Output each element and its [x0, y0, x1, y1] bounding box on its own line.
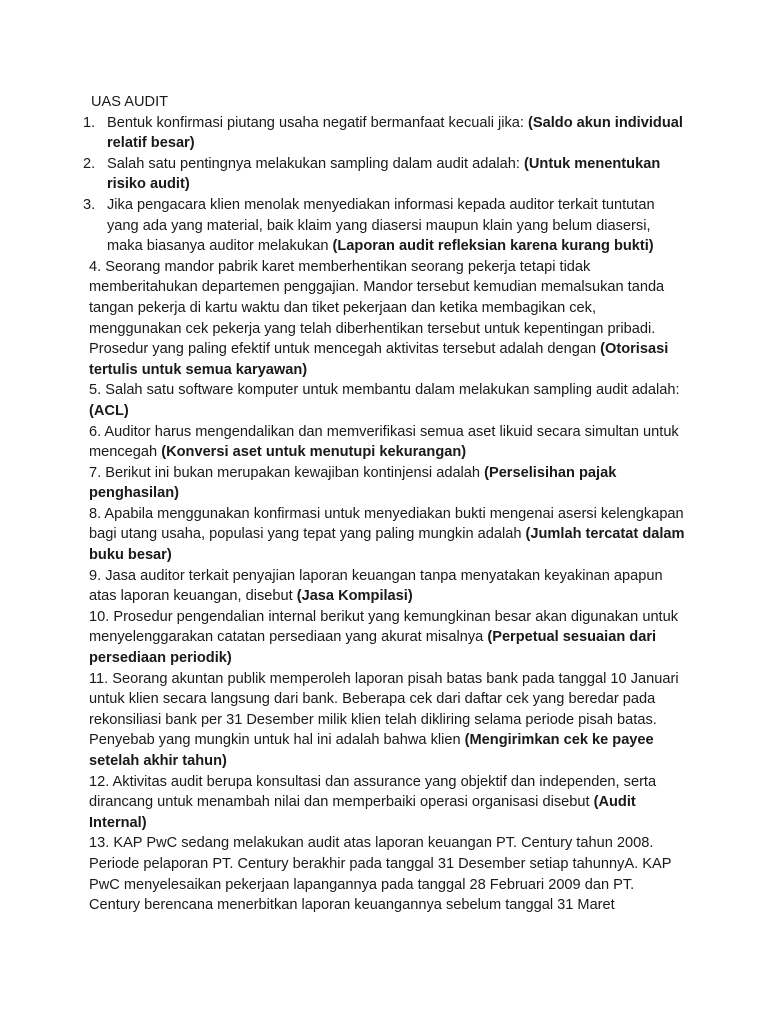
question-text: 7. Berikut ini bukan merupakan kewajiban kontinjensi adalah	[89, 464, 485, 481]
list-number: 1.	[83, 114, 96, 131]
answer-text: (Untuk menentukan risiko audit)	[107, 155, 661, 193]
answer-text: (Otorisasi tertulis untuk semua karyawan)	[89, 341, 669, 378]
paragraph	[89, 257, 689, 381]
answer-text: (Perpetual sesuaian dari persediaan periodik)	[89, 629, 657, 667]
question-text: Bentuk konfirmasi piutang usaha negatif bermanfaat kecuali jika:	[107, 114, 529, 131]
question-text: 9. Jasa auditor terkait penyajian laporan keuangan tanpa menyatakan keyakinan apapun atas laporan keuangan, disebut	[89, 567, 663, 605]
question-text: 8. Apabila menggunakan konfirmasi untuk menyediakan bukti mengenai asersi kelengkapan bagi utang usaha, populasi yang tepat yang paling mungkin adalah	[89, 505, 684, 543]
question-text: Salah satu pentingnya melakukan sampling dalam audit adalah:	[107, 155, 525, 172]
question-text: 12. Aktivitas audit berupa konsultasi dan assurance yang objektif dan independen, serta dirancang untuk menambah nilai dan memperbaiki operasi organisasi disebut	[89, 773, 657, 811]
list-number: 2.	[83, 155, 96, 172]
question-text: 11. Seorang akuntan publik memperoleh laporan pisah batas bank pada tanggal 10 Januari untuk klien secara langsung dari bank. Beberapa cek dari daftar cek yang beredar pada rekonsiliasi bank per 31 Desember milik klien telah dikliring selama periode pisah batas. Penyebab yang mungkin untuk hal ini adalah bahwa klien	[89, 670, 679, 749]
answer-text: (Jasa Kompilasi)	[296, 588, 413, 605]
question-text: 6. Auditor harus mengendalikan dan memverifikasi semua aset likuid secara simultan untuk mencegah	[89, 423, 679, 461]
question-text: 10. Prosedur pengendalian internal berikut yang kemungkinan besar akan digunakan untuk menyelenggarakan catatan persediaan yang akurat misalnya	[89, 608, 679, 646]
list-number: 3.	[83, 196, 96, 213]
question-text: 13. KAP PwC sedang melakukan audit atas laporan keuangan PT. Century tahun 2008. Periode pelaporan PT. Century berakhir pada tanggal 31 Desember setiap tahunnyA. KAP PwC menyelesaikan pekerjaan lapangannya pada tanggal 28 Februari 2009 dan PT. Century berencana menerbitkan laporan keuangannya sebelum tanggal 31 Maret	[89, 835, 672, 914]
list-item	[83, 113, 689, 154]
paragraph	[89, 566, 689, 607]
question-text: Jika pengacara klien menolak menyediakan informasi kepada auditor terkait tuntutan yang ada yang material, baik klaim yang diasersi maupun klain yang belum diasersi, maka biasanya auditor melakukan	[107, 196, 655, 255]
answer-text: (ACL)	[89, 402, 129, 419]
document-body	[83, 92, 689, 916]
paragraph	[89, 380, 689, 421]
answer-text: (Mengirimkan cek ke payee setelah akhir tahun)	[89, 732, 654, 769]
paragraph	[89, 669, 689, 772]
list-item	[83, 154, 689, 195]
answer-text: (Laporan audit refleksian karena kurang bukti)	[332, 238, 654, 255]
answer-text: (Perselisihan pajak penghasilan)	[89, 464, 617, 502]
answer-text: (Konversi aset untuk menutupi kekurangan)	[161, 444, 467, 461]
question-text: 5. Salah satu software komputer untuk membantu dalam melakukan sampling audit adalah:	[89, 382, 680, 399]
page-title: UAS AUDIT	[91, 94, 169, 110]
question-text: 4. Seorang mandor pabrik karet memberhentikan seorang pekerja tetapi tidak memberitahukan departemen penggajian. Mandor tersebut kemudian memalsukan tanda tangan pekerja di kartu waktu dan tiket pekerjaan dan ketika membagikan cek, menggunakan cek pekerja yang telah diberhentikan tersebut untuk kepentingan pribadi. Prosedur yang paling efektif untuk mencegah aktivitas tersebut adalah dengan	[89, 258, 665, 358]
answer-text: (Saldo akun individual relatif besar)	[107, 114, 683, 152]
answer-text: (Jumlah tercatat dalam buku besar)	[89, 526, 685, 564]
list-item	[83, 195, 689, 257]
answer-text: (Audit Internal)	[89, 794, 636, 831]
paragraph	[89, 607, 689, 669]
paragraph	[89, 422, 689, 463]
paragraph	[89, 504, 689, 566]
paragraph	[89, 833, 689, 915]
paragraph	[89, 463, 689, 504]
paragraph	[89, 772, 689, 834]
